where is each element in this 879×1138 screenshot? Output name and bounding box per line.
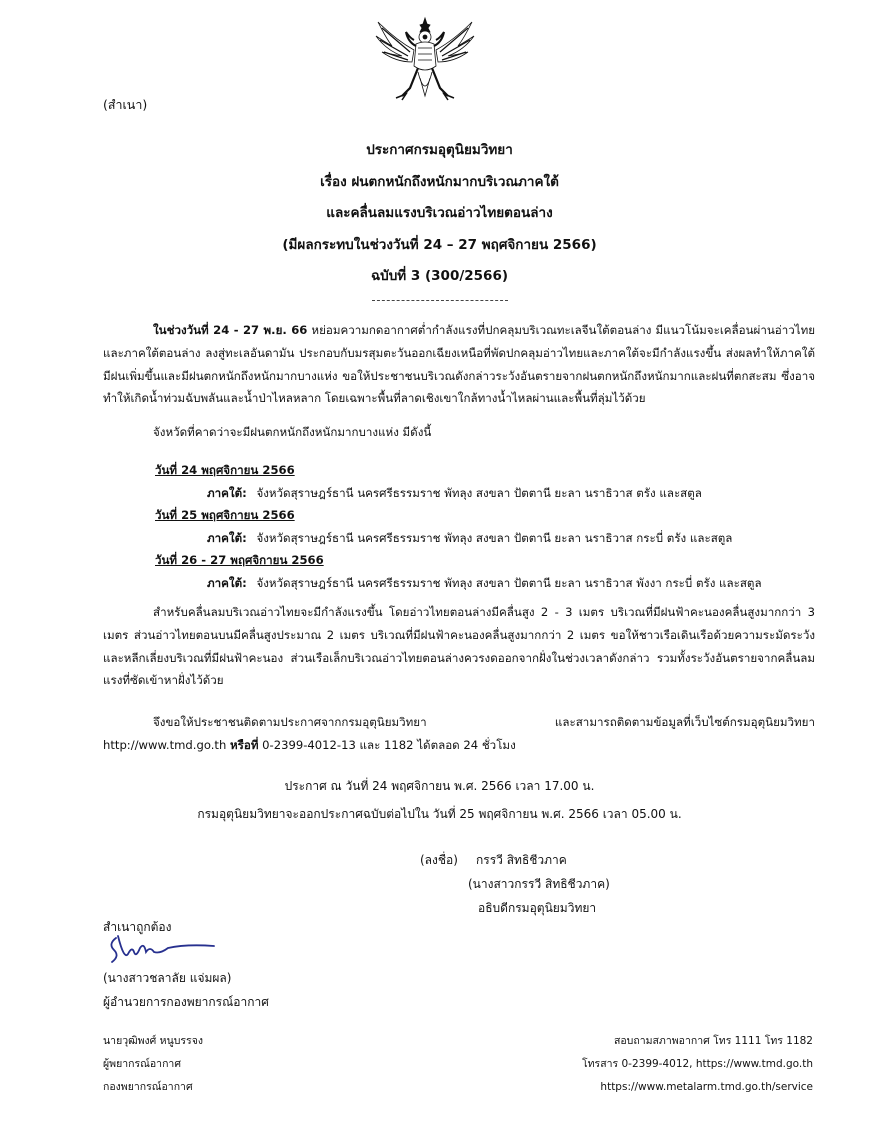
province-list: จังหวัดสุราษฎร์ธานี นครศรีธรรมราช พัทลุง สงขลา ปัตตานี ยะลา นราธิวาส ตรัง และสตูล — [256, 485, 702, 500]
follow-or: หรือที่ — [229, 737, 259, 752]
forecast-region-row — [155, 527, 762, 550]
forecast-date: วันที่ 26 - 27 พฤศจิกายน 2566 — [155, 553, 324, 568]
separator-line — [372, 300, 508, 301]
certifier-position: ผู้อำนวยการกองพยากรณ์อากาศ — [103, 995, 269, 1009]
forecaster-name: นายวุฒิพงศ์ หนูบรรจง — [103, 1035, 203, 1047]
signatory-position: อธิบดีกรมอุตุนิยมวิทยา — [478, 901, 597, 915]
provinces-intro: จังหวัดที่คาดว่าจะมีฝนตกหนักถึงหนักมากบางแห่ง มีดังนี้ — [153, 425, 432, 439]
province-list: จังหวัดสุราษฎร์ธานี นครศรีธรรมราช พัทลุง สงขลา ปัตตานี ยะลา นราธิวาส กระบี่ ตรัง และสตูล — [256, 530, 733, 545]
contact-fax-website: โทรสาร 0-2399-4012, https://www.tmd.go.th — [582, 1058, 813, 1070]
situation-text: หย่อมความกดอากาศต่ำกำลังแรงที่ปกคลุมบริเวณทะเลจีนใต้ตอนล่าง มีแนวโน้มจะเคลื่อนผ่านอ่าวไทยและภาคใต้ตอนล่าง ลงสู่ทะเลอันดามัน ประกอบกับมรสุมตะวันออกเฉียงเหนือที่พัดปกคลุมอ่าวไทยและภาคใต้จะมีกำลังแรงขึ้น ส่งผลทำให้ภาคใต้มีฝนเพิ่มขึ้นและมีฝนตกหนักถึงหนักมากบางแห่ง ขอให้ประชาชนบริเวณดังกล่าวระวังอันตรายจากฝนตกหนักถึงหนักมากและฝนที่ตกสะสม ซึ่งอาจทำให้เกิดน้ำท่วมฉับพลันและน้ำป่าไหลหลาก โดยเฉพาะพื้นที่ลาดเชิงเขาใกล้ทางน้ำไหลผ่านและพื้นที่ลุ่มไว้ด้วย — [103, 323, 816, 406]
province-list: จังหวัดสุราษฎร์ธานี นครศรีธรรมราช พัทลุง สงขลา ปัตตานี ยะลา นราธิวาส พังงา กระบี่ ตรัง และสตูล — [256, 575, 762, 590]
title-line-2: เรื่อง ฝนตกหนักถึงหนักมากบริเวณภาคใต้ — [320, 173, 559, 190]
signatory-full-name: (นางสาวกรรวี สิทธิชีวภาค) — [468, 877, 610, 891]
follow-paragraph — [103, 711, 815, 757]
follow-tail: 0-2399-4012-13 และ 1182 ได้ตลอด 24 ชั่วโมง — [258, 737, 516, 752]
contact-service-link[interactable]: https://www.metalarm.tmd.go.th/service — [600, 1081, 813, 1093]
region-label: ภาคใต้: — [207, 485, 247, 500]
forecast-region-row — [155, 482, 762, 505]
waves-text: สำหรับคลื่นลมบริเวณอ่าวไทยจะมีกำลังแรงขึ้น โดยอ่าวไทยตอนล่างมีคลื่นสูง 2 - 3 เมตร บริเวณที่มีฝนฟ้าคะนองคลื่นสูงมากกว่า 3 เมตร ส่วนอ่าวไทยตอนบนมีคลื่นสูงประมาณ 2 เมตร บริเวณที่มีฝนฟ้าคะนองคลื่นสูงมากกว่า 2 เมตร ขอให้ชาวเรือเดินเรือด้วยความระมัดระวัง และหลีกเลี่ยงบริเวณที่มีฝนฟ้าคะนอง ส่วนเรือเล็กบริเวณอ่าวไทยตอนล่างควรงดออกจากฝั่งในช่วงเวลาดังกล่าว รวมทั้งระวังอันตรายจากคลื่นลมแรงที่ซัดเข้าหาฝั่งไว้ด้วย — [103, 605, 815, 688]
title-line-4: (มีผลกระทบในช่วงวันที่ 24 – 27 พฤศจิกายน 2566) — [282, 236, 597, 253]
certified-copy-label: สำเนาถูกต้อง — [103, 920, 172, 934]
certifier-block — [103, 966, 269, 1014]
announcement-title — [0, 135, 879, 293]
forecaster-division: กองพยากรณ์อากาศ — [103, 1081, 193, 1093]
situation-paragraph — [103, 319, 815, 410]
next-announce: กรมอุตุนิยมวิทยาจะออกประกาศฉบับต่อไปใน วันที่ 25 พฤศจิกายน พ.ศ. 2566 เวลา 05.00 น. — [197, 807, 682, 821]
contact-info — [582, 1030, 813, 1099]
waves-paragraph — [103, 601, 815, 692]
title-line-3: และคลื่นลมแรงบริเวณอ่าวไทยตอนล่าง — [326, 205, 553, 221]
forecast-region-row — [155, 572, 762, 595]
forecast-list — [155, 459, 762, 595]
signed-line — [420, 848, 567, 872]
announcement-dates — [0, 772, 879, 828]
title-line-1: ประกาศกรมอุตุนิยมวิทยา — [366, 142, 513, 158]
garuda-emblem-icon — [372, 16, 478, 102]
handwritten-signature — [106, 930, 218, 966]
situation-period: ในช่วงวันที่ 24 - 27 พ.ย. 66 — [153, 323, 308, 337]
signed-name: กรรวี สิทธิชีวภาค — [476, 853, 567, 867]
forecast-date: วันที่ 24 พฤศจิกายน 2566 — [155, 463, 295, 477]
region-label: ภาคใต้: — [207, 575, 247, 590]
announce-date: ประกาศ ณ วันที่ 24 พฤศจิกายน พ.ศ. 2566 เวลา 17.00 น. — [284, 779, 595, 793]
region-label: ภาคใต้: — [207, 530, 247, 545]
contact-phone: สอบถามสภาพอากาศ โทร 1111 โทร 1182 — [613, 1035, 813, 1047]
title-line-5: ฉบับที่ 3 (300/2566) — [370, 268, 509, 284]
copy-label: (สำเนา) — [103, 97, 148, 112]
forecaster-title: ผู้พยากรณ์อากาศ — [103, 1058, 181, 1070]
forecast-date: วันที่ 25 พฤศจิกายน 2566 — [155, 508, 295, 523]
forecaster-info — [103, 1030, 203, 1099]
certifier-name: (นางสาวชลาลัย แจ่มผล) — [103, 971, 232, 985]
signed-label: (ลงชื่อ) — [420, 853, 458, 867]
follow-text: จึงขอให้ประชาชนติดตามประกาศจากกรมอุตุนิยมวิทยา และสามารถติดตามข้อมูลที่เว็บไซต์กรมอุตุนิยมวิทยา http://www.tmd.go.th — [103, 715, 815, 752]
